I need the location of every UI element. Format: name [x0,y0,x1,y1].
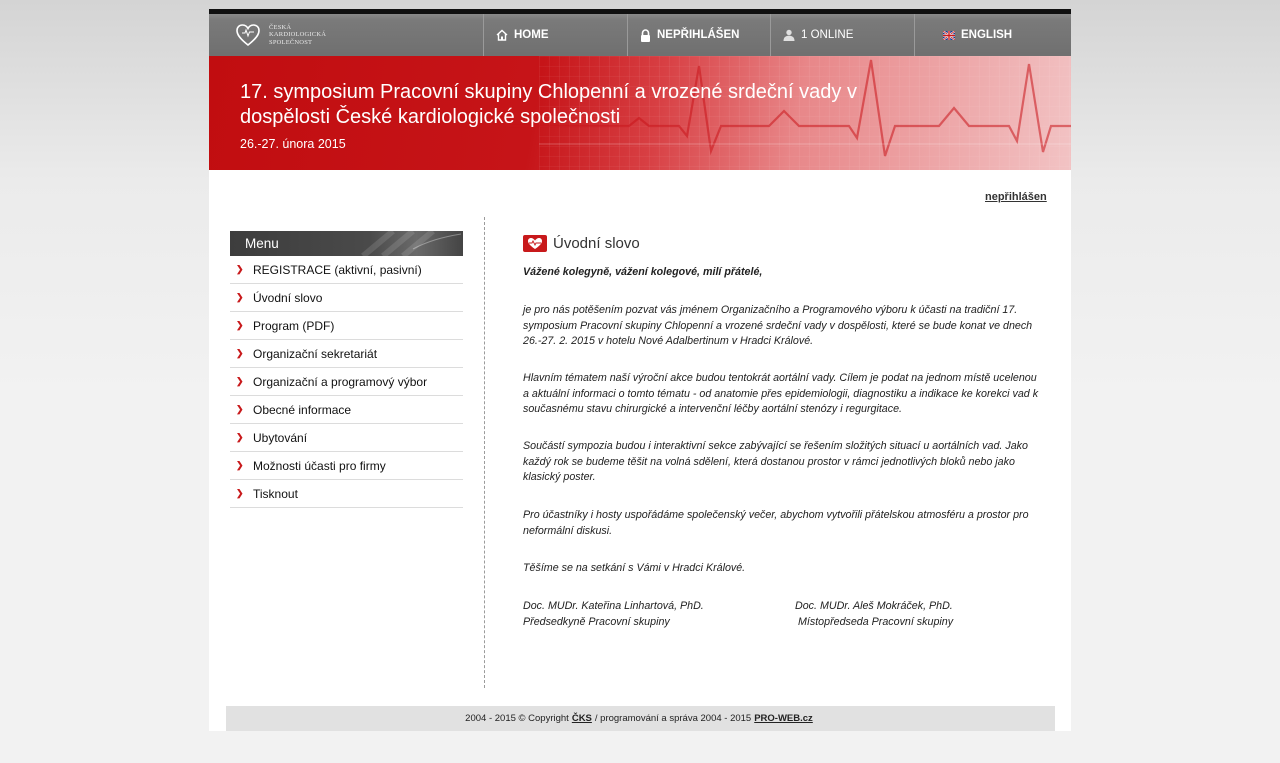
chevron-down-icon: ❯ [236,348,244,358]
sidebar-item-sekretariat[interactable] [230,340,463,368]
sidebar-item-label: Tisknout [253,486,298,501]
signature-vice-chair [795,599,953,630]
footer-copyright: 2004 - 2015 © Copyright [465,713,569,724]
nav-login-status[interactable] [627,14,770,56]
footer-proweb-link[interactable]: PRO-WEB.cz [754,713,813,724]
sidebar-item-registrace[interactable] [230,256,463,284]
chevron-down-icon: ❯ [236,264,244,274]
sidebar-item-label: Program (PDF) [253,318,335,333]
page-title-text: Úvodní slovo [553,235,640,252]
sidebar-item-program[interactable] [230,312,463,340]
chevron-down-icon: ❯ [236,376,244,386]
sidebar-item-label: Úvodní slovo [253,290,323,305]
sidebar-item-label: Organizační sekretariát [253,346,378,361]
login-status-link[interactable]: nepřihlášen [985,191,1047,203]
nav-language-label: ENGLISH [961,29,1013,41]
nav-online-label: 1 ONLINE [801,29,854,41]
footer [226,706,1055,731]
menu-header-decoration [353,231,463,256]
chevron-down-icon: ❯ [236,292,244,302]
paragraph-5: Těšíme se na setkání s Vámi v Hradci Králové. [523,562,746,574]
signature-role: Místopředseda Pracovní skupiny [798,615,954,628]
chevron-down-icon: ❯ [236,460,244,470]
sidebar-item-label: Ubytování [253,430,308,445]
page-container [209,9,1071,731]
event-date: 26.-27. února 2015 [240,137,346,151]
greeting: Vážené kolegyně, vážení kolegové, milí přátelé, [523,266,763,278]
paragraph-3: Součástí sympozia budou i interaktivní sekce zabývající se řešením složitých situací u aortálních vad. Jako každý rok se budeme těšit na volná sdělení, která dostanou prostor v rámci jednotlivých bloků nebo jako klasický poster. [523,440,1028,483]
menu-header [230,231,463,256]
heart-document-icon [523,235,547,252]
lock-icon [640,29,651,42]
sidebar-item-label: Organizační a programový výbor [253,374,428,389]
nav-home-label: HOME [514,29,549,41]
logo-line-3: SPOLEČNOST [269,38,313,46]
nav-login-label: NEPŘIHLÁŠEN [657,29,740,41]
page-title [523,235,1043,252]
chevron-down-icon: ❯ [236,432,244,442]
chevron-down-icon: ❯ [236,320,244,330]
signature-chair [523,599,704,630]
logo-line-1: ČESKÁ [269,23,292,31]
sidebar-item-label: Obecné informace [253,402,352,417]
sidebar-item-label: REGISTRACE (aktivní, pasivní) [253,262,422,277]
column-divider [484,217,485,688]
uk-flag-icon [943,31,955,40]
cks-logo[interactable] [235,19,326,51]
signature-role: Předsedkyně Pracovní skupiny [523,615,670,628]
event-banner [209,56,1071,170]
top-navigation [209,9,1071,56]
menu-header-label: Menu [245,236,279,251]
nav-home[interactable] [483,14,627,56]
paragraph-1: je pro nás potěšením pozvat vás jménem Organizačního a Programového výboru k účasti na tradiční 17. symposium Pracovní skupiny Chlopenní a vrozené srdeční vady v dospělosti, které se bude konat ve dnech 26.-27. 2. 2015 v hotelu Nové Adalbertinum v Hradci Králové. [523,304,1033,347]
sidebar-item-vybor[interactable] [230,368,463,396]
paragraph-4: Pro účastníky i hosty uspořádáme společenský večer, abychom vytvořili přátelskou atmosféru a prostor pro neformální diskusi. [523,509,1029,537]
sidebar-item-label: Možnosti účasti pro firmy [253,458,386,473]
signature-name: Doc. MUDr. Kateřina Linhartová, PhD. [523,600,704,612]
main-content [523,235,1043,628]
sidebar-item-tisknout[interactable] [230,480,463,508]
sidebar-item-firmy[interactable] [230,452,463,480]
paragraph-2: Hlavním tématem naší výroční akce budou tentokrát aortální vady. Cílem je podat na jednom místě ucelenou a aktuální informaci o tomto tématu - od anatomie přes epidemiologii, diagnostiku a indikace ke korekci vad k současnému stavu chirurgické a intervenční léčby aortální stenózy i regurgitace. [523,372,1039,415]
nav-language-english[interactable] [914,14,1071,56]
nav-online-count [770,14,914,56]
event-title: 17. symposium Pracovní skupiny Chlopenní a vrozené srdeční vady v dospělosti České kardiologické společnosti [240,81,857,128]
user-icon [783,29,795,41]
sidebar-item-ubytovani[interactable] [230,424,463,452]
signature-name: Doc. MUDr. Aleš Mokráček, PhD. [795,600,953,612]
sidebar-item-uvodni-slovo[interactable] [230,284,463,312]
heart-logo-icon [235,22,261,48]
chevron-down-icon: ❯ [236,488,244,498]
sidebar-item-obecne-informace[interactable] [230,396,463,424]
logo-line-2: KARDIOLOGICKÁ [269,31,327,39]
footer-cks-link[interactable]: ČKS [571,713,592,724]
sidebar-menu [230,231,463,508]
footer-credit: / programování a správa 2004 - 2015 [594,713,752,724]
home-icon [496,29,508,41]
chevron-down-icon: ❯ [236,404,244,414]
